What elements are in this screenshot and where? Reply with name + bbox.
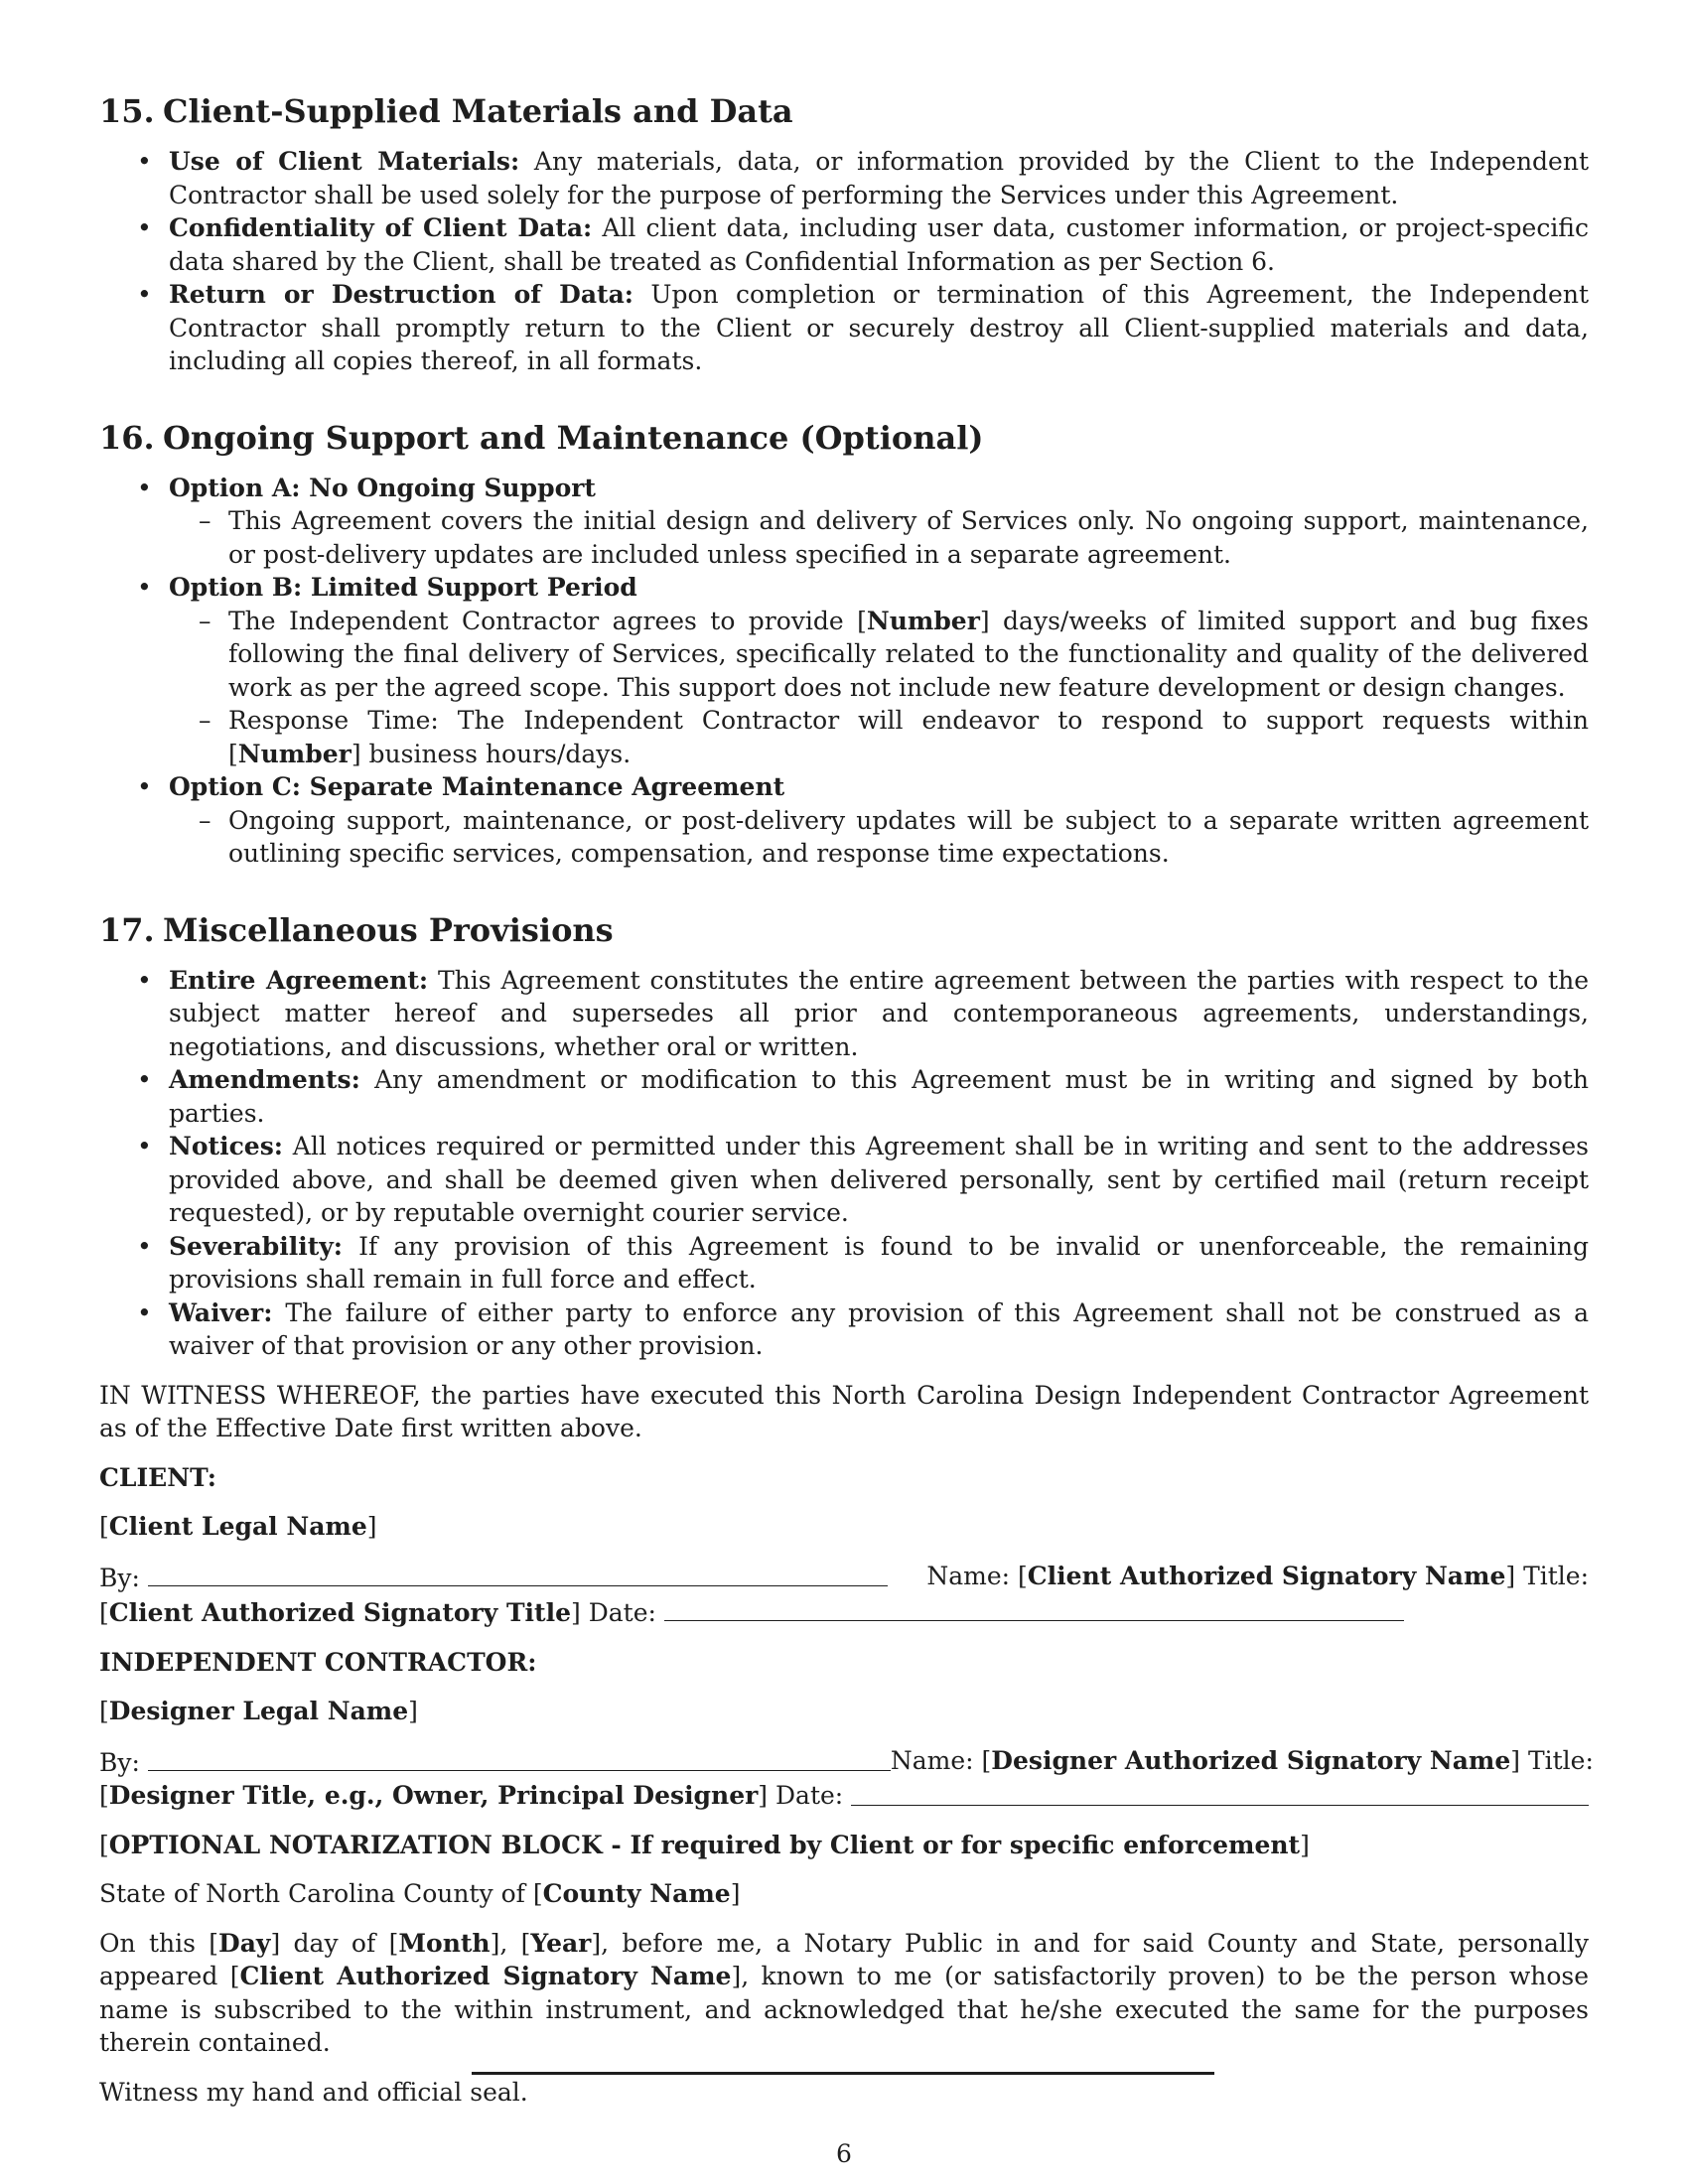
- signature-row: [99, 1560, 1589, 1595]
- placeholder-field: Designer Title, e.g., Owner, Principal Designer: [108, 1781, 759, 1810]
- placeholder-field: Designer Authorized Signatory Name: [991, 1745, 1511, 1775]
- placeholder-field: Number: [237, 739, 352, 768]
- party-heading: CLIENT:: [99, 1462, 217, 1492]
- text-fragment: ]: [730, 1879, 741, 1908]
- list-item: [99, 211, 1589, 278]
- list-item: [99, 1063, 1589, 1130]
- list-item: [99, 1230, 1589, 1297]
- client-legal-name: [Client Legal Name]: [99, 1512, 377, 1541]
- page-content: [99, 91, 1594, 2124]
- item-text: The failure of either party to enforce any provision of this Agreement shall not be construed as a waiver of that provision or any other provision.: [169, 1297, 1589, 1360]
- title-date-row: [Client Authorized Signatory Title] Date:: [99, 1594, 1589, 1630]
- list-item: [99, 964, 1589, 1064]
- date-label: Date:: [775, 1781, 844, 1810]
- witness-paragraph: IN WITNESS WHEREOF, the parties have executed this North Carolina Design Independent Contractor Agreement as of the Effective Date first written above.: [99, 1380, 1589, 1442]
- text-fragment: ] days/weeks of limited support and bug fixes following the final delivery of Services, specifically related to the functionality and quality of the delivered work as per the agreed scope. This support does not include new feature development or design changes.: [228, 606, 1589, 702]
- date-line[interactable]: [851, 1779, 1589, 1806]
- notary-seal-line: Witness my hand and official seal.: [99, 2077, 528, 2107]
- list-item: [99, 571, 1589, 770]
- item-text: All notices required or permitted under this Agreement shall be in writing and sent to the addresses provided above, and shall be deemed given when delivered personally, sent by certified mail (return receipt requested), or by reputable overnight courier service.: [169, 1132, 1589, 1227]
- notary-signature-line[interactable]: [472, 2072, 1214, 2075]
- title-label: Title:: [1523, 1561, 1589, 1590]
- placeholder-field: Client Legal Name: [108, 1512, 367, 1541]
- section-title: Ongoing Support and Maintenance (Optional): [163, 418, 984, 457]
- date-line[interactable]: [664, 1594, 1404, 1621]
- name-label: Name:: [926, 1561, 1011, 1590]
- item-text: Upon completion or termination of this Agreement, the Independent Contractor shall promptly return to the Client or securely destroy all Client-supplied materials and data, including all copies thereof, in all formats.: [169, 280, 1589, 375]
- item-label: Entire Agreement:: [169, 965, 429, 995]
- signature-row: [99, 1744, 1594, 1780]
- by-group: [99, 1560, 888, 1595]
- placeholder-field: Client Authorized Signatory Name: [239, 1962, 732, 1990]
- option-label: Option C: Separate Maintenance Agreement: [169, 772, 785, 801]
- bullet-list: [99, 145, 1589, 378]
- name-group: Name: [Client Authorized Signatory Name] Title:: [926, 1561, 1589, 1590]
- by-label: By:: [99, 1563, 140, 1592]
- by-label: By:: [99, 1747, 140, 1777]
- sub-item: [169, 704, 1589, 770]
- placeholder-field: Year: [530, 1928, 592, 1958]
- section-15: [99, 91, 1589, 378]
- item-label: Return or Destruction of Data:: [169, 280, 634, 309]
- list-item: [99, 1297, 1589, 1363]
- item-label: Severability:: [169, 1231, 344, 1261]
- placeholder-field: Designer Legal Name: [108, 1697, 409, 1725]
- text-fragment: State of North Carolina County of [: [99, 1879, 543, 1908]
- title-label: Title:: [1527, 1745, 1594, 1775]
- placeholder-field: County Name: [542, 1879, 731, 1908]
- section-heading: [99, 418, 1589, 458]
- list-item: [99, 472, 1589, 572]
- sub-list: [169, 605, 1589, 771]
- title-group: [Designer Title, e.g., Owner, Principal Designer] Date:: [99, 1781, 844, 1810]
- text-fragment: Response Time: The Independent Contractor will endeavor to respond to support requests within [: [228, 706, 1589, 768]
- option-label: Option B: Limited Support Period: [169, 573, 637, 602]
- text-fragment: ], known to me (or satisfactorily proven) to be the person whose name is subscribed to the within instrument, and acknowledged that he/she executed the same for the purposes therein contained.: [99, 1962, 1590, 2057]
- section-number: 17.: [99, 910, 155, 949]
- bullet-list: [99, 964, 1589, 1363]
- sub-list: [169, 804, 1589, 871]
- placeholder-field: Month: [398, 1928, 491, 1958]
- section-16: [99, 418, 1589, 871]
- section-number: 16.: [99, 418, 155, 457]
- by-group: [99, 1744, 891, 1780]
- section-heading: [99, 91, 1589, 131]
- client-signature-block: [99, 1560, 1589, 1630]
- item-text: Any amendment or modification to this Agreement must be in writing and signed by both parties.: [169, 1065, 1589, 1128]
- option-label: Option A: No Ongoing Support: [169, 473, 596, 502]
- sub-item: – Ongoing support, maintenance, or post-delivery updates will be subject to a separate written agreement outlining specific services, compensation, and response time expectations.: [169, 804, 1589, 871]
- contractor-legal-name: [Designer Legal Name]: [99, 1697, 418, 1725]
- item-text: If any provision of this Agreement is found to be invalid or unenforceable, the remaining provisions shall remain in full force and effect.: [169, 1231, 1589, 1294]
- item-text: All client data, including user data, customer information, or project-specific data shared by the Client, shall be treated as Confidential Information as per Section 6.: [169, 213, 1589, 276]
- notary-title: OPTIONAL NOTARIZATION BLOCK - If required by Client or for specific enforcement: [108, 1830, 1301, 1859]
- list-item: [99, 278, 1589, 378]
- client-heading: [99, 1461, 1589, 1495]
- section-number: 15.: [99, 92, 155, 130]
- item-label: Use of Client Materials:: [169, 147, 520, 176]
- list-item: [99, 770, 1589, 871]
- text-fragment: ] business hours/days.: [351, 739, 632, 768]
- notary-heading: [OPTIONAL NOTARIZATION BLOCK - If required by Client or for specific enforcement]: [99, 1830, 1310, 1859]
- signature-line[interactable]: [148, 1744, 891, 1771]
- item-text: This Agreement constitutes the entire agreement between the parties with respect to the subject matter hereof and supersedes all prior and contemporaneous agreements, understandings, negotiations, and discussions, whether oral or written.: [169, 965, 1589, 1061]
- placeholder-field: Number: [866, 606, 980, 635]
- text-fragment: ], before me, a Notary Public in and for said County and State, personally appeared [: [99, 1928, 1589, 1990]
- contractor-signature-block: [99, 1744, 1594, 1813]
- placeholder-field: Day: [218, 1928, 271, 1958]
- section-title: Miscellaneous Provisions: [163, 910, 614, 949]
- sub-item: – This Agreement covers the initial design and delivery of Services only. No ongoing support, maintenance, or post-delivery updates are included unless specified in a separate agreement.: [169, 504, 1589, 571]
- text-fragment: ], [: [490, 1928, 531, 1958]
- contractor-heading: [99, 1646, 1589, 1680]
- notary-acknowledgment: [99, 1927, 1589, 2060]
- text-fragment: On this [: [99, 1928, 219, 1958]
- item-label: Waiver:: [169, 1297, 273, 1327]
- list-item: [99, 145, 1589, 211]
- sub-item: [169, 605, 1589, 705]
- section-title: Client-Supplied Materials and Data: [163, 92, 793, 130]
- signature-line[interactable]: [148, 1560, 888, 1586]
- page-number: 6: [836, 2139, 852, 2168]
- notary-state-county: [99, 1877, 1589, 1911]
- name-group: Name: [Designer Authorized Signatory Name] Title:: [890, 1745, 1594, 1775]
- section-heading: [99, 910, 1589, 950]
- item-text: Any materials, data, or information provided by the Client to the Independent Contractor shall be used solely for the purpose of performing the Services under this Agreement.: [169, 147, 1589, 209]
- bullet-list: [99, 472, 1589, 871]
- title-date-row: [99, 1779, 1589, 1813]
- list-item: [99, 1130, 1589, 1230]
- name-label: Name:: [890, 1745, 974, 1775]
- sub-list: [169, 504, 1589, 571]
- text-fragment: ] day of [: [270, 1928, 399, 1958]
- item-label: Amendments:: [169, 1065, 360, 1094]
- item-label: Notices:: [169, 1132, 284, 1160]
- placeholder-field: Client Authorized Signatory Name: [1027, 1561, 1506, 1590]
- text-fragment: The Independent Contractor agrees to provide [: [228, 606, 867, 635]
- placeholder-field: Client Authorized Signatory Title: [108, 1598, 571, 1627]
- date-label: Date:: [588, 1598, 656, 1627]
- section-17: [99, 910, 1589, 1363]
- item-label: Confidentiality of Client Data:: [169, 213, 593, 242]
- party-heading: INDEPENDENT CONTRACTOR:: [99, 1647, 537, 1677]
